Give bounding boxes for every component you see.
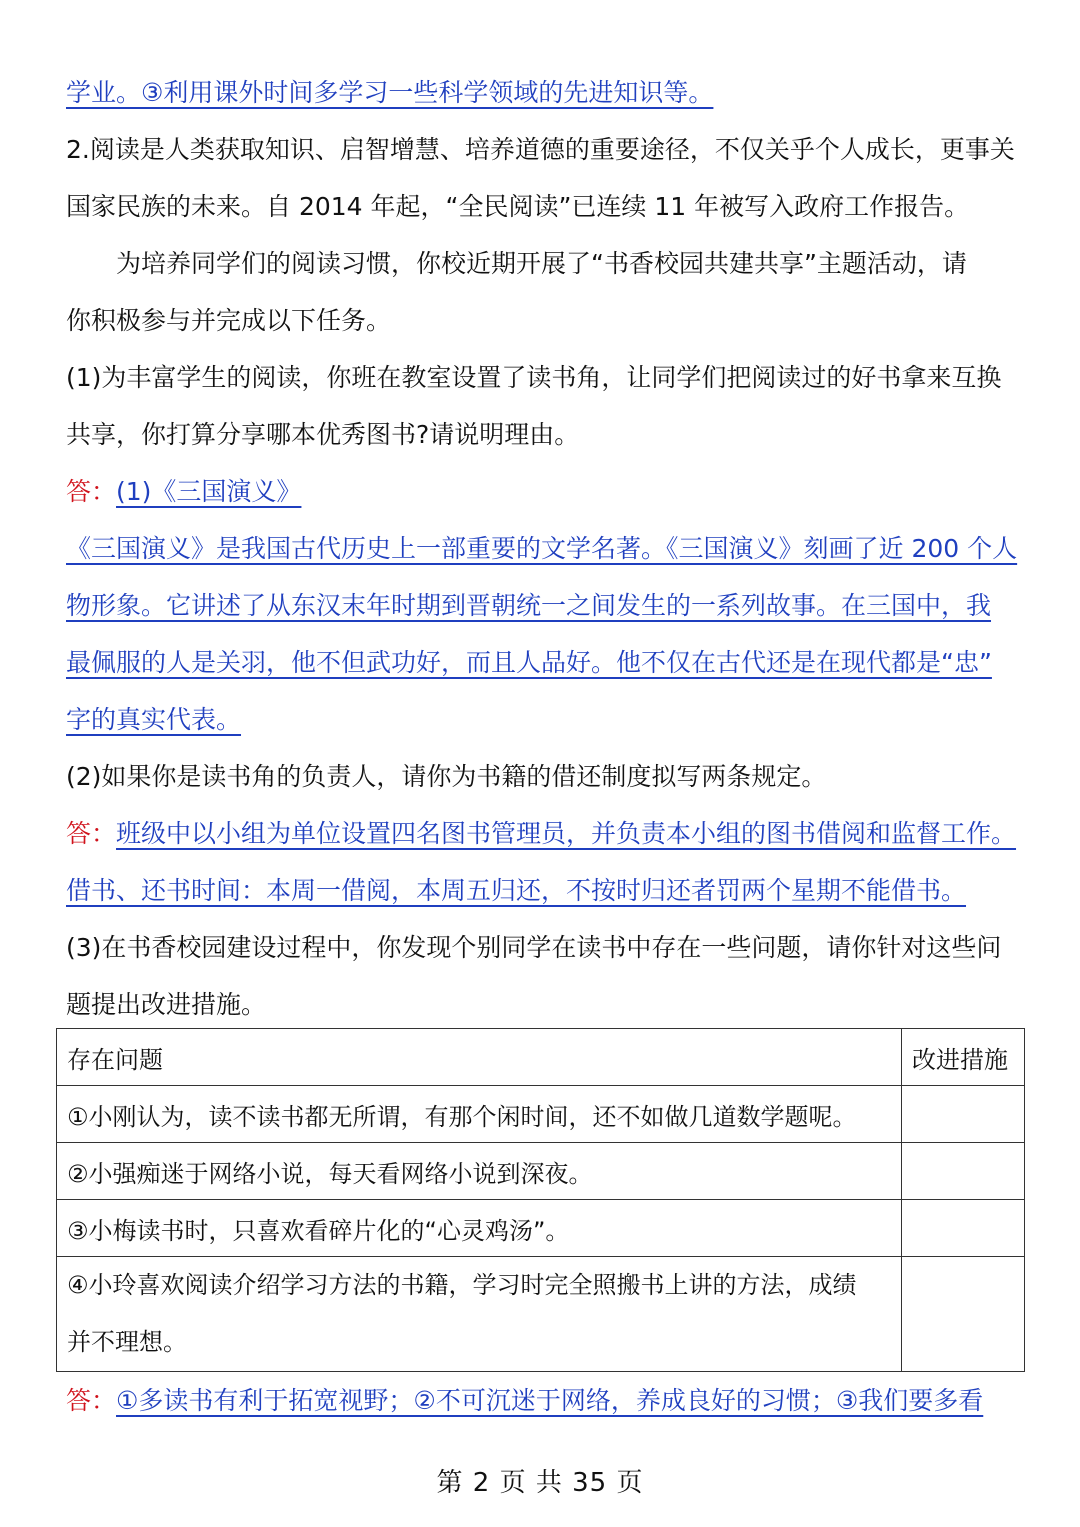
sub1-answer-line: 物形象。它讲述了从东汉末年时期到晋朝统一之间发生的一系列故事。在三国中，我 (66, 591, 992, 620)
answer-label: 答： (66, 1386, 117, 1415)
prev-answer-text: 学业。③利用课外时间多学习一些科学领域的先进知识等。 (66, 78, 714, 107)
sub1-answer-title: (1)《三国演义》 (116, 477, 302, 506)
sub1-question-line1: (1)为丰富学生的阅读，你班在教室设置了读书角，让同学们把阅读过的好书拿来互换 (66, 363, 1002, 392)
issue-cell: ①小刚认为，读不读书都无所谓，有那个闲时间，还不如做几道数学题呢。 (57, 1086, 902, 1143)
measure-cell (902, 1143, 1025, 1200)
question2-intro-line1: 2.阅读是人类获取知识、启智增慧、培养道德的重要途径，不仅关乎个人成长，更事关 (66, 135, 1015, 164)
issue-cell: ②小强痴迷于网络小说，每天看网络小说到深夜。 (57, 1143, 902, 1200)
sub1-answer-line: 字的真实代表。 (66, 705, 242, 734)
measure-cell (902, 1257, 1025, 1372)
table-row (57, 1086, 1025, 1143)
sub1-answer-line: 《三国演义》是我国古代历史上一部重要的文学名著。《三国演义》刻画了近 200 个人 (66, 534, 1018, 563)
answer-label: 答： (66, 477, 117, 506)
issue-cell (57, 1257, 902, 1372)
question2-intro-line2: 国家民族的未来。自 2014 年起，“全民阅读”已连续 11 年被写入政府工作报告。 (66, 192, 970, 221)
question2-task-line1: 为培养同学们的阅读习惯，你校近期开展了“书香校园共建共享”主题活动，请 (116, 249, 967, 278)
sub2-answer-line2: 借书、还书时间：本周一借阅，本周五归还，不按时归还者罚两个星期不能借书。 (66, 876, 967, 905)
sub3-answer-line1: 答：①多读书有利于拓宽视野；②不可沉迷于网络，养成良好的习惯；③我们要多看 (66, 1386, 984, 1415)
sub1-question-line2: 共享，你打算分享哪本优秀图书?请说明理由。 (66, 420, 580, 449)
measure-cell (902, 1200, 1025, 1257)
header-measure: 改进措施 (902, 1029, 1025, 1086)
prev-answer-continuation (66, 76, 713, 110)
sub1-answer-heading (66, 475, 301, 509)
answer-label: 答： (66, 819, 117, 848)
issue-cell-line1: ④小玲喜欢阅读介绍学习方法的书籍，学习时完全照搬书上讲的方法，成绩 (67, 1271, 857, 1299)
sub1-answer-line: 最佩服的人是关羽，他不但武功好，而且人品好。他不仅在古代还是在现代都是“忠” (66, 648, 992, 677)
header-issue: 存在问题 (57, 1029, 902, 1086)
table-row (57, 1143, 1025, 1200)
issue-cell-line2: 并不理想。 (67, 1328, 187, 1356)
table-row (57, 1200, 1025, 1257)
measure-cell (902, 1086, 1025, 1143)
sub2-answer-line1: 答：班级中以小组为单位设置四名图书管理员，并负责本小组的图书借阅和监督工作。 (66, 819, 1017, 848)
issue-cell: ③小梅读书时，只喜欢看碎片化的“心灵鸡汤”。 (57, 1200, 902, 1257)
page-number-footer: 第 2 页 共 35 页 (436, 1468, 644, 1498)
sub3-question-line2: 题提出改进措施。 (66, 990, 267, 1019)
question2-task-line2: 你积极参与并完成以下任务。 (66, 306, 392, 335)
table-header-row (57, 1029, 1025, 1086)
table-row (57, 1257, 1025, 1372)
sub3-question-line1: (3)在书香校园建设过程中，你发现个别同学在读书中存在一些问题，请你针对这些问 (66, 933, 1002, 962)
issues-table (56, 1028, 1025, 1372)
sub2-question-line1: (2)如果你是读书角的负责人，请你为书籍的借还制度拟写两条规定。 (66, 762, 827, 791)
